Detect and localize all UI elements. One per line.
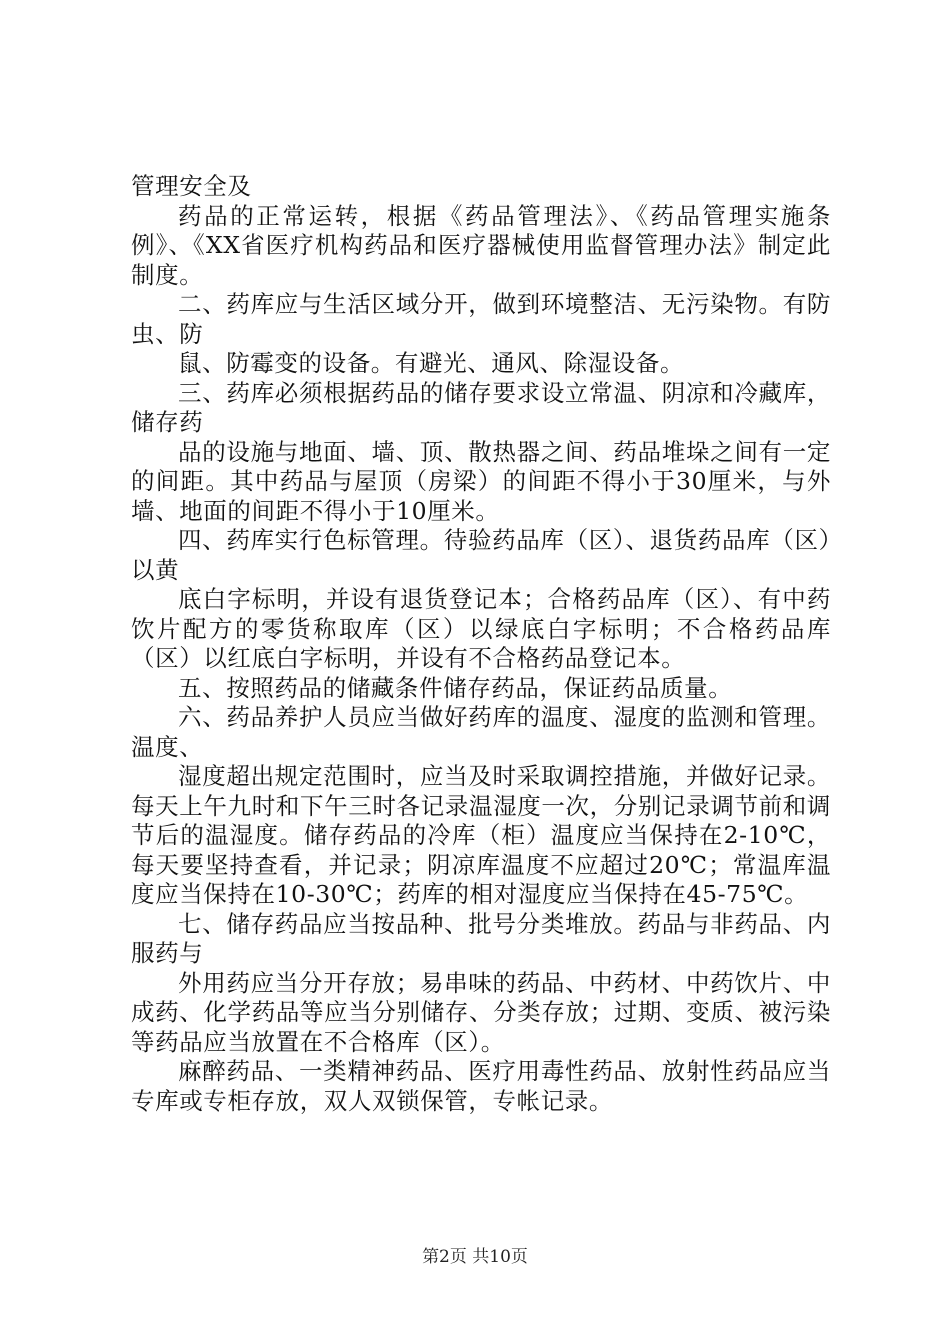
page-number: 第2页 共10页 bbox=[422, 1247, 528, 1267]
paragraph: 五、按照药品的储藏条件储存药品，保证药品质量。 bbox=[178, 673, 733, 702]
paragraph: 湿度超出规定范围时，应当及时采取调控措施，并做好记录。每天上午九时和下午三时各记录温湿度一次，分别记录调节前和调节后的温湿度。储存药品的冷库（柜）温度应当保持在2-10℃，每天要坚持查看，并记录；阴凉库温度不应超过20℃；常温库温度应当保持在10-30℃；药库的相对湿度应当保持在45-75℃。 bbox=[131, 762, 831, 908]
paragraph: 管理安全及 bbox=[131, 172, 252, 200]
page-footer bbox=[0, 1246, 950, 1268]
document-body bbox=[131, 172, 831, 1116]
paragraph: 麻醉药品、一类精神药品、医疗用毒性药品、放射性药品应当专库或专柜存放，双人双锁保管，专帐记录。 bbox=[131, 1057, 831, 1115]
paragraph: 四、药库实行色标管理。待验药品库（区）、退货药品库（区）以黄 bbox=[131, 526, 831, 584]
paragraph: 七、储存药品应当按品种、批号分类堆放。药品与非药品、内服药与 bbox=[131, 909, 831, 967]
paragraph: 外用药应当分开存放；易串味的药品、中药材、中药饮片、中成药、化学药品等应当分别储存、分类存放；过期、变质、被污染等药品应当放置在不合格库（区）。 bbox=[131, 968, 831, 1056]
paragraph: 药品的正常运转，根据《药品管理法》、《药品管理实施条例》、《XX省医疗机构药品和医疗器械使用监督管理办法》制定此制度。 bbox=[131, 201, 831, 289]
paragraph: 底白字标明，并设有退货登记本；合格药品库（区）、有中药饮片配方的零货称取库（区）以绿底白字标明；不合格药品库（区）以红底白字标明，并设有不合格药品登记本。 bbox=[131, 585, 831, 672]
paragraph: 六、药品养护人员应当做好药库的温度、湿度的监测和管理。温度、 bbox=[131, 703, 831, 761]
paragraph: 鼠、防霉变的设备。有避光、通风、除湿设备。 bbox=[178, 349, 685, 377]
paragraph: 二、药库应与生活区域分开，做到环境整洁、无污染物。有防虫、防 bbox=[131, 290, 831, 348]
paragraph: 三、药库必须根据药品的储存要求设立常温、阴凉和冷藏库，储存药 bbox=[131, 378, 831, 436]
paragraph: 品的设施与地面、墙、顶、散热器之间、药品堆垛之间有一定的间距。其中药品与屋顶（房梁）的间距不得小于30厘米，与外墙、地面的间距不得小于10厘米。 bbox=[131, 437, 831, 525]
